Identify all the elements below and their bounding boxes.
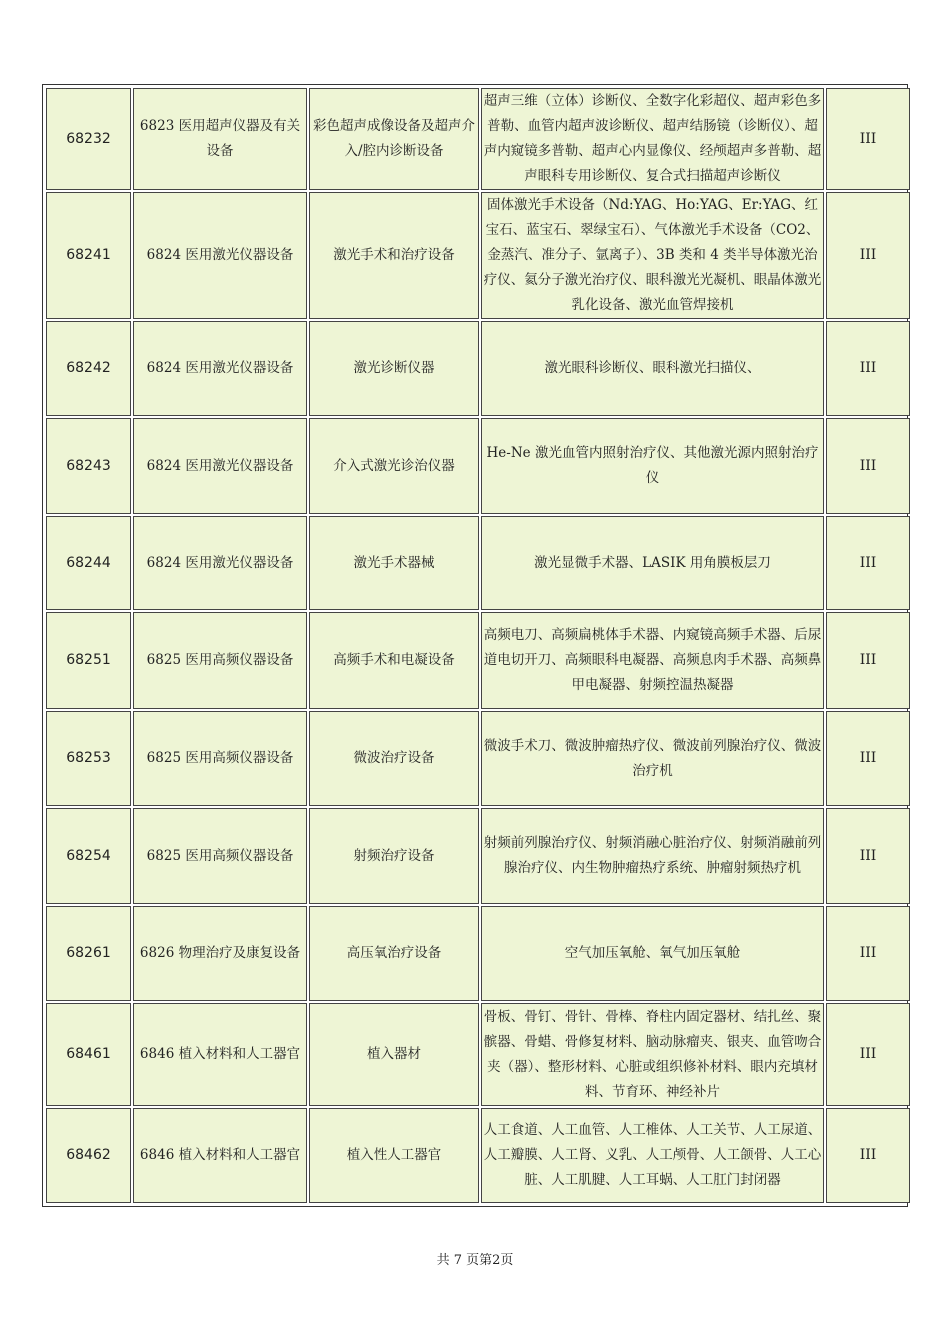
subcategory-cell: 激光诊断仪器	[309, 321, 479, 416]
class-cell: III	[826, 711, 910, 806]
category-cell: 6824 医用激光仪器设备	[133, 418, 307, 514]
product-code: 68242	[46, 321, 131, 416]
table-row	[46, 321, 910, 416]
class-cell: III	[826, 1003, 910, 1106]
class-cell: III	[826, 906, 910, 1001]
subcategory-cell: 射频治疗设备	[309, 808, 479, 904]
product-code: 68461	[46, 1003, 131, 1106]
page-number-footer: 共 7 页第2页	[436, 1253, 514, 1268]
table-row	[46, 1108, 910, 1203]
table-row	[46, 808, 910, 904]
examples-cell: 射频前列腺治疗仪、射频消融心脏治疗仪、射频消融前列腺治疗仪、内生物肿瘤热疗系统、肿瘤射频热疗机	[481, 808, 824, 904]
category-cell: 6825 医用高频仪器设备	[133, 612, 307, 709]
examples-cell: 激光显微手术器、LASIK 用角膜板层刀	[481, 516, 824, 610]
examples-cell: He-Ne 激光血管内照射治疗仪、其他激光源内照射治疗仪	[481, 418, 824, 514]
table-row	[46, 1003, 910, 1106]
examples-cell: 高频电刀、高频扁桃体手术器、内窥镜高频手术器、后尿道电切开刀、高频眼科电凝器、高频息肉手术器、高频鼻甲电凝器、射频控温热凝器	[481, 612, 824, 709]
table-row	[46, 516, 910, 610]
class-cell: III	[826, 418, 910, 514]
examples-cell: 人工食道、人工血管、人工椎体、人工关节、人工尿道、人工瓣膜、人工肾、义乳、人工颅骨、人工颌骨、人工心脏、人工肌腱、人工耳蜗、人工肛门封闭器	[481, 1108, 824, 1203]
examples-cell: 空气加压氧舱、氧气加压氧舱	[481, 906, 824, 1001]
category-cell: 6824 医用激光仪器设备	[133, 516, 307, 610]
subcategory-cell: 植入器材	[309, 1003, 479, 1106]
examples-cell: 超声三维（立体）诊断仪、全数字化彩超仪、超声彩色多普勒、血管内超声波诊断仪、超声结肠镜（诊断仪）、超声内窥镜多普勒、超声心内显像仪、经颅超声多普勒、超声眼科专用诊断仪、复合式扫描超声诊断仪	[481, 88, 824, 190]
class-cell: III	[826, 808, 910, 904]
class-cell: III	[826, 321, 910, 416]
examples-cell: 骨板、骨钉、骨针、骨棒、脊柱内固定器材、结扎丝、聚髌器、骨蜡、骨修复材料、脑动脉瘤夹、银夹、血管吻合夹（器）、整形材料、心脏或组织修补材料、眼内充填材料、节育环、神经补片	[481, 1003, 824, 1106]
table-row	[46, 418, 910, 514]
class-cell: III	[826, 516, 910, 610]
subcategory-cell: 彩色超声成像设备及超声介入/腔内诊断设备	[309, 88, 479, 190]
subcategory-cell: 介入式激光诊治仪器	[309, 418, 479, 514]
device-classification-table	[42, 84, 908, 1207]
category-cell: 6825 医用高频仪器设备	[133, 808, 307, 904]
subcategory-cell: 微波治疗设备	[309, 711, 479, 806]
subcategory-cell: 高频手术和电凝设备	[309, 612, 479, 709]
category-cell: 6826 物理治疗及康复设备	[133, 906, 307, 1001]
product-code: 68261	[46, 906, 131, 1001]
table-row	[46, 612, 910, 709]
category-cell: 6846 植入材料和人工器官	[133, 1003, 307, 1106]
category-cell: 6846 植入材料和人工器官	[133, 1108, 307, 1203]
examples-cell: 激光眼科诊断仪、眼科激光扫描仪、	[481, 321, 824, 416]
examples-cell: 微波手术刀、微波肿瘤热疗仪、微波前列腺治疗仪、微波治疗机	[481, 711, 824, 806]
examples-cell: 固体激光手术设备（Nd:YAG、Ho:YAG、Er:YAG、红宝石、蓝宝石、翠绿宝石）、气体激光手术设备（CO2、金蒸汽、准分子、氩离子）、3B 类和 4 类半导体激光治疗仪、氦分子激光治疗仪、眼科激光光凝机、眼晶体激光乳化设备、激光血管焊接机	[481, 192, 824, 319]
subcategory-cell: 植入性人工器官	[309, 1108, 479, 1203]
product-code: 68241	[46, 192, 131, 319]
product-code: 68232	[46, 88, 131, 190]
table	[44, 86, 912, 1205]
product-code: 68253	[46, 711, 131, 806]
table-row	[46, 88, 910, 190]
category-cell: 6823 医用超声仪器及有关设备	[133, 88, 307, 190]
class-cell: III	[826, 612, 910, 709]
class-cell: III	[826, 192, 910, 319]
table-row	[46, 192, 910, 319]
category-cell: 6824 医用激光仪器设备	[133, 192, 307, 319]
class-cell: III	[826, 88, 910, 190]
subcategory-cell: 高压氧治疗设备	[309, 906, 479, 1001]
product-code: 68251	[46, 612, 131, 709]
table-row	[46, 711, 910, 806]
class-cell: III	[826, 1108, 910, 1203]
category-cell: 6825 医用高频仪器设备	[133, 711, 307, 806]
product-code: 68254	[46, 808, 131, 904]
table-row	[46, 906, 910, 1001]
product-code: 68244	[46, 516, 131, 610]
category-cell: 6824 医用激光仪器设备	[133, 321, 307, 416]
product-code: 68462	[46, 1108, 131, 1203]
product-code: 68243	[46, 418, 131, 514]
subcategory-cell: 激光手术和治疗设备	[309, 192, 479, 319]
subcategory-cell: 激光手术器械	[309, 516, 479, 610]
